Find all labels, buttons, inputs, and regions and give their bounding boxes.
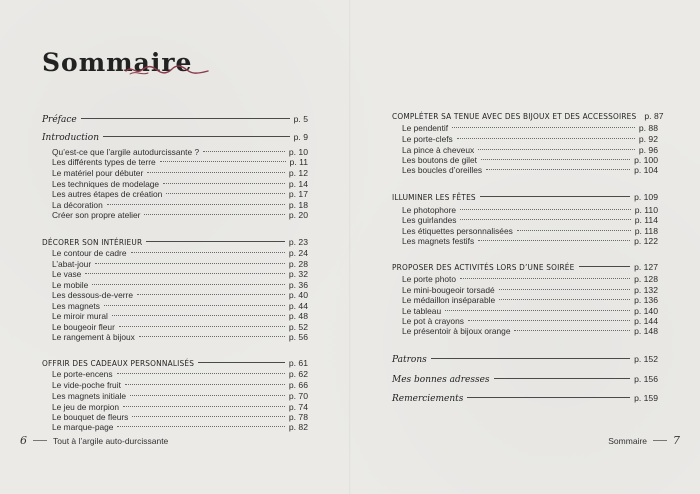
toc-entry-title: Le rangement à bijoux [52,332,135,342]
toc-entry-title: Les magnets initiale [52,391,127,401]
toc-page-number: p. 128 [634,274,658,284]
toc-leader-line [499,299,630,300]
toc-section-entry [392,374,658,386]
page-title: Sommaire [42,48,193,77]
toc-page-number: p. 122 [634,236,658,246]
toc-entry-title: Les différents types de terre [52,157,156,167]
toc-entry-title: Le vide-poche fruit [52,380,121,390]
footer-divider [653,440,667,441]
toc-subentry [42,210,308,222]
toc-page-number: p. 12 [288,168,308,178]
toc-entry-title: Les techniques de modelage [52,179,160,189]
toc-entry-title: Le photophore [402,205,457,215]
toc-entry-title: Les dessous-de-verre [52,290,133,300]
toc-leader-line [460,209,631,210]
toc-page-number: p. 159 [634,393,658,403]
toc-entry-title: La pince à cheveux [402,145,475,155]
toc-entry-title: Le contour de cadre [52,248,127,258]
toc-entry-title: La décoration [52,200,103,210]
toc-leader-line [460,219,630,220]
toc-page-number: p. 48 [288,311,308,321]
footer-page-number: 7 [673,434,680,447]
toc-leader-line [467,397,630,398]
toc-entry-title: Le marque-page [52,422,114,432]
toc-page-number: p. 104 [634,165,658,175]
toc-section-entry [392,111,664,123]
toc-leader-line [95,263,285,264]
toc-leader-line [460,278,630,279]
toc-entry-title: Les autres étapes de création [52,189,163,199]
toc-leader-line [198,362,285,363]
toc-page-number: p. 62 [288,369,308,379]
toc-section-entry [392,354,658,366]
toc-subentry [392,165,658,177]
toc-entry-title: Le matériel pour débuter [52,168,144,178]
toc-leader-line [499,289,630,290]
toc-entry-title: Le porte-clefs [402,134,453,144]
toc-page-number: p. 110 [634,205,658,215]
toc-section-entry [42,114,308,126]
toc-entry-title: Les boutons de gilet [402,155,477,165]
toc-leader-line [81,118,290,119]
toc-page-number: p. 87 [644,111,664,121]
toc-subentry [42,422,308,434]
toc-entry-title: Les magnets festifs [402,236,475,246]
toc-page-number: p. 156 [634,374,658,384]
toc-leader-line [117,373,285,374]
toc-leader-line [103,136,290,137]
toc-page-number: p. 109 [634,192,658,202]
footer-left [20,434,168,447]
toc-section-title: Préface [42,115,77,125]
toc-page-number: p. 9 [293,132,308,142]
toc-leader-line [125,384,285,385]
toc-leader-line [119,326,285,327]
toc-leader-line [130,395,285,396]
toc-page-number: p. 140 [634,306,658,316]
toc-page-number: p. 152 [634,354,658,364]
toc-page-number: p. 92 [638,134,658,144]
toc-leader-line [144,214,284,215]
toc-leader-line [139,336,285,337]
toc-leader-line [486,169,630,170]
toc-leader-line [452,127,635,128]
toc-entry-title: Les guirlandes [402,215,457,225]
toc-entry-title: Qu’est-ce que l’argile autodurcissante ? [52,147,200,157]
toc-leader-line [579,266,631,267]
toc-page-number: p. 24 [288,248,308,258]
toc-page-number: p. 144 [634,316,658,326]
toc-page-number: p. 10 [288,147,308,157]
toc-entry-title: Le vase [52,269,82,279]
toc-subentry [42,332,308,344]
toc-page-number: p. 52 [288,322,308,332]
footer-book-title: Tout à l’argile auto-durcissante [53,436,169,446]
toc-subentry [392,326,658,338]
toc-leader-line [132,416,285,417]
toc-entry-title: Le bouquet de fleurs [52,412,129,422]
toc-page-number: p. 18 [288,200,308,210]
toc-leader-line [166,193,285,194]
toc-entry-title: Les magnets [52,301,100,311]
toc-page-number: p. 32 [288,269,308,279]
toc-leader-line [478,149,635,150]
toc-section-title: COMPLÉTER SA TENUE AVEC DES BIJOUX ET DES ACCESSOIRES [392,111,637,121]
toc-page-number: p. 118 [634,226,658,236]
toc-leader-line [163,183,285,184]
toc-leader-line [481,159,630,160]
toc-page-number: p. 40 [288,290,308,300]
title-squiggle-ornament [124,62,210,78]
toc-leader-line [517,230,631,231]
toc-page-number: p. 66 [288,380,308,390]
toc-leader-line [146,241,285,242]
toc-leader-line [131,252,285,253]
footer-page-number: 6 [20,434,27,447]
toc-leader-line [137,294,285,295]
toc-section-title: Mes bonnes adresses [392,375,490,385]
toc-entry-title: Le médaillon inséparable [402,295,496,305]
toc-section-title: ILLUMINER LES FÊTES [392,192,476,202]
toc-section-entry [392,192,658,204]
toc-leader-line [468,320,630,321]
toc-section-entry [392,262,658,274]
toc-page-number: p. 132 [634,285,658,295]
toc-page-number: p. 28 [288,259,308,269]
toc-leader-line [92,284,285,285]
toc-leader-line [104,305,285,306]
toc-leader-line [160,161,286,162]
toc-leader-line [480,196,630,197]
toc-entry-title: Les boucles d’oreilles [402,165,483,175]
toc-entry-title: Le pot à crayons [402,316,464,326]
footer-divider [33,440,47,441]
toc-section-title: DÉCORER SON INTÉRIEUR [42,237,143,247]
toc-leader-line [112,315,285,316]
toc-entry-title: Le porte photo [402,274,457,284]
toc-entry-title: Le jeu de morpion [52,402,120,412]
toc-leader-line [431,358,630,359]
toc-section-title: PROPOSER DES ACTIVITÉS LORS D’UNE SOIRÉE [392,262,575,272]
toc-page-number: p. 56 [288,332,308,342]
toc-entry-title: Le tableau [402,306,442,316]
toc-page-number: p. 17 [288,189,308,199]
toc-page-number: p. 74 [288,402,308,412]
toc-entry-title: Le miroir mural [52,311,108,321]
toc-leader-line [107,204,285,205]
toc-section-title: Patrons [392,355,427,365]
footer-right [608,434,680,447]
toc-section-entry [42,132,308,144]
toc-leader-line [123,406,285,407]
toc-page-number: p. 11 [289,157,308,167]
toc-leader-line [203,151,285,152]
toc-page-number: p. 70 [288,391,308,401]
toc-section-title: OFFRIR DES CADEAUX PERSONNALISÉS [42,358,195,368]
toc-entry-title: Le porte-encens [52,369,113,379]
toc-page-number: p. 96 [638,145,658,155]
toc-leader-line [445,310,630,311]
toc-page-number: p. 114 [634,215,658,225]
footer-section-title: Sommaire [608,436,647,446]
toc-page-number: p. 136 [634,295,658,305]
toc-leader-line [85,273,285,274]
toc-page-number: p. 23 [288,237,308,247]
toc-page-number: p. 78 [288,412,308,422]
toc-page-number: p. 148 [634,326,658,336]
toc-page-number: p. 44 [288,301,308,311]
toc-page-number: p. 20 [288,210,308,220]
toc-leader-line [457,138,635,139]
toc-entry-title: Le bougeoir fleur [52,322,115,332]
toc-page-number: p. 88 [638,123,658,133]
page-gutter [349,0,351,494]
toc-section-title: Remerciements [392,394,464,404]
toc-page-number: p. 5 [293,114,308,124]
toc-entry-title: Les étiquettes personnalisées [402,226,513,236]
toc-page-number: p. 82 [288,422,308,432]
toc-leader-line [514,330,630,331]
toc-page-number: p. 127 [634,262,658,272]
toc-section-title: Introduction [42,133,99,143]
toc-leader-line [494,378,631,379]
toc-page-number: p. 36 [288,280,308,290]
toc-entry-title: Le mobile [52,280,89,290]
toc-page-number: p. 100 [634,155,658,165]
toc-subentry [392,236,658,248]
toc-page-number: p. 14 [288,179,308,189]
toc-entry-title: L’abat-jour [52,259,92,269]
toc-entry-title: Le présentoir à bijoux orange [402,326,511,336]
toc-entry-title: Le pendentif [402,123,449,133]
toc-section-entry [392,393,658,405]
toc-leader-line [147,172,285,173]
toc-leader-line [478,240,630,241]
toc-leader-line [117,426,284,427]
toc-entry-title: Le mini-bougeoir torsadé [402,285,495,295]
toc-entry-title: Créer son propre atelier [52,210,141,220]
toc-page-number: p. 61 [288,358,308,368]
